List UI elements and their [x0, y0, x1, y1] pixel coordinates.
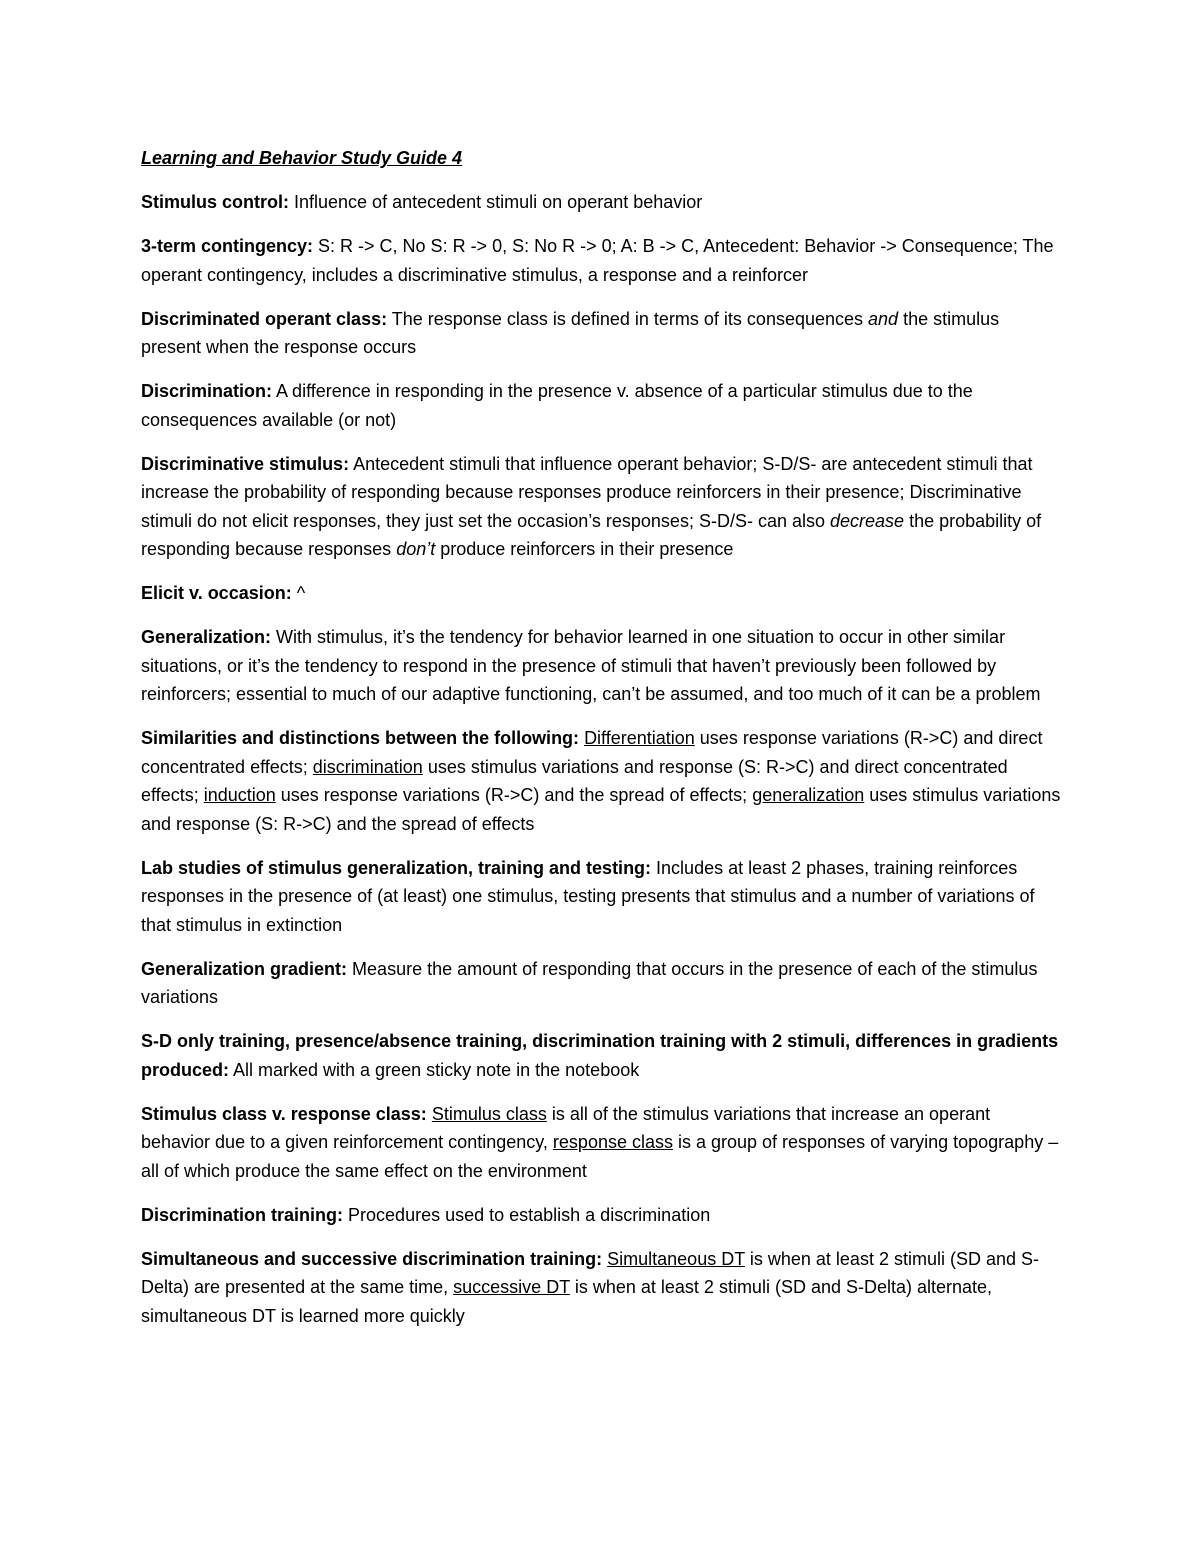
entry-generalization-gradient: [141, 955, 1061, 1012]
entry-term: Similarities and distinctions between the following:: [141, 728, 580, 748]
entry-definition: Procedures used to establish a discrimination: [343, 1204, 711, 1225]
entry-term: Generalization gradient:: [141, 958, 348, 979]
entry-term: Stimulus class v. response class:: [141, 1103, 427, 1124]
entry-stimulus-class-v-response-class: [141, 1100, 1061, 1186]
entry-definition: The response class is defined in terms of its consequences: [387, 308, 869, 329]
entry-term: Discriminated operant class:: [141, 308, 388, 329]
entry-discriminated-operant-class: [141, 305, 1061, 362]
entry-term: Discrimination training:: [141, 1204, 344, 1225]
document-page: [141, 144, 1061, 1346]
entry-term: Stimulus control:: [141, 192, 289, 212]
entry-definition: Includes at least 2 phases, training reinforces responses in the presence of (at least) one stimulus, testing presents that stimulus and a number of variations of that stimulus in extinction: [141, 857, 1035, 935]
entry-term: S-D only training, presence/absence training, discrimination training with 2 stimuli, differences in gradients produced:: [141, 1031, 1059, 1080]
entry-sd-only-training: [141, 1027, 1061, 1084]
entry-definition: A difference in responding in the presence v. absence of a particular stimulus due to the consequences available (or not): [141, 381, 973, 430]
entry-definition: uses stimulus variations and response (S: R->C) and direct concentrated effects;: [141, 756, 1008, 805]
entry-definition: Measure the amount of responding that occurs in the presence of each of the stimulus variations: [141, 958, 1038, 1007]
entry-definition: the probability of responding because responses: [141, 510, 1042, 559]
entry-3-term-contingency: [141, 232, 1061, 289]
underlined-term: response class: [552, 1132, 673, 1152]
entry-definition: is all of the stimulus variations that increase an operant behavior due to a given reinforcement contingency,: [141, 1103, 991, 1152]
entry-definition: produce reinforcers in their presence: [435, 539, 734, 559]
underlined-term: induction: [203, 785, 276, 805]
entry-generalization: [141, 623, 1061, 709]
entry-stimulus-control: [141, 188, 1061, 217]
entry-definition: uses response variations (R->C) and direct concentrated effects;: [141, 728, 1043, 777]
entry-simultaneous-and-successive: [141, 1245, 1061, 1331]
entry-term: Discrimination:: [141, 381, 273, 401]
entry-definition: ^: [291, 583, 306, 603]
entry-definition: is when at least 2 stimuli (SD and S-Delta) alternate, simultaneous DT is learned more quickly: [141, 1277, 993, 1326]
entry-definition: is a group of responses of varying topography – all of which produce the same effect on the environment: [141, 1132, 1059, 1181]
entry-definition: S: R -> C, No S: R -> 0, S: No R -> 0; A: B -> C, Antecedent: Behavior -> Consequence; The operant contingency, includes a discriminative stimulus, a response and a reinforcer: [141, 236, 1054, 285]
entry-definition: With stimulus, it’s the tendency for behavior learned in one situation to occur in other similar situations, or it’s the tendency to respond in the presence of stimuli that haven’t previously been followed by reinforcers; essential to much of our adaptive functioning, can’t be assumed, and too much of it can be a problem: [141, 627, 1041, 704]
entry-term: Generalization:: [141, 627, 272, 647]
entry-definition: All marked with a green sticky note in the notebook: [229, 1059, 640, 1080]
entry-term: Simultaneous and successive discrimination training:: [141, 1248, 603, 1269]
underlined-term: Simultaneous DT: [607, 1248, 745, 1269]
entry-term: 3-term contingency:: [141, 236, 314, 256]
entry-term: Discriminative stimulus:: [141, 453, 350, 474]
entry-discriminative-stimulus: [141, 450, 1061, 564]
underlined-term: successive DT: [453, 1277, 570, 1297]
underlined-term: Differentiation: [584, 728, 695, 748]
entry-similarities-and-distinctions: [141, 724, 1061, 838]
entry-discrimination-training: [141, 1201, 1061, 1230]
entry-discrimination: [141, 377, 1061, 434]
entry-definition: Influence of antecedent stimuli on operant behavior: [289, 192, 703, 212]
underlined-term: Stimulus class: [431, 1103, 547, 1124]
entry-term: Lab studies of stimulus generalization, training and testing:: [141, 857, 652, 878]
entry-definition: Antecedent stimuli that influence operant behavior; S-D/S- are antecedent stimuli that increase the probability of responding because responses produce reinforcers in their presence; Discriminative stimuli do not elicit responses, they just set the occasion’s responses; S-D/S- can also: [141, 453, 1033, 531]
underlined-term: generalization: [752, 785, 865, 805]
entry-term: Elicit v. occasion:: [141, 583, 292, 603]
entry-definition: uses stimulus variations and response (S: R->C) and the spread of effects: [141, 785, 1061, 834]
entry-definition: is when at least 2 stimuli (SD and S-Delta) are presented at the same time,: [141, 1248, 1039, 1297]
document-title: Learning and Behavior Study Guide 4: [141, 148, 463, 168]
emphasis-text: don’t: [396, 539, 436, 559]
entry-definition: uses response variations (R->C) and the spread of effects;: [275, 785, 753, 805]
entry-lab-studies: [141, 854, 1061, 940]
emphasis-text: and: [868, 308, 899, 329]
entry-elicit-v-occasion: [141, 579, 1061, 608]
underlined-term: discrimination: [312, 756, 423, 777]
emphasis-text: decrease: [830, 510, 905, 531]
entry-definition: the stimulus present when the response occurs: [141, 308, 1000, 357]
